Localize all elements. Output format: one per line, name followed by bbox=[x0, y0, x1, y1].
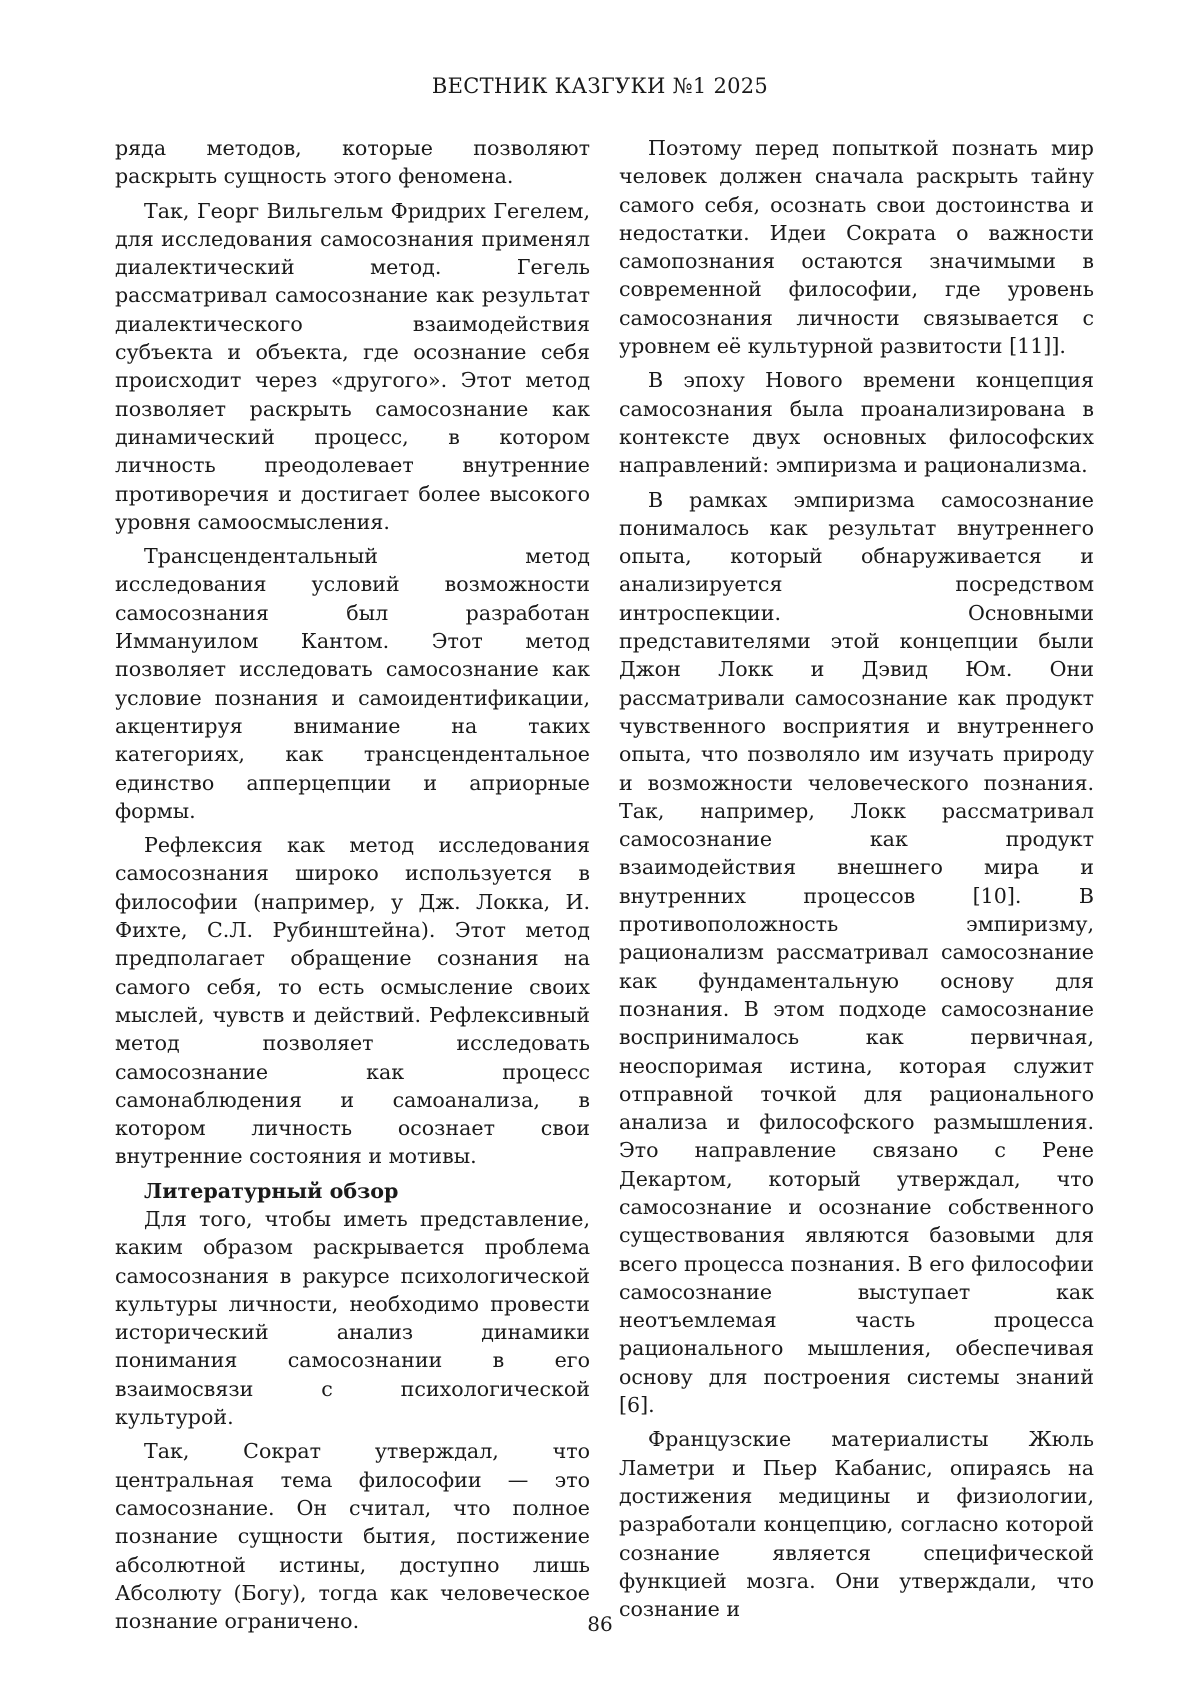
left-column bbox=[115, 134, 590, 1635]
paragraph: Трансцендентальный метод исследования условий возможности самосознания был разработан Иммануилом Кантом. Этот метод позволяет исследовать самосознание как условие познания и самоидентификации, акцентируя внимание на таких категориях, как трансцендентальное единство апперцепции и априорные формы. bbox=[115, 544, 590, 823]
paragraph: Поэтому перед попыткой познать мир человек должен сначала раскрыть тайну самого себя, осознать свои достоинства и недостатки. Идеи Сократа о важности самопознания остаются значимыми в современной философии, где уровень самосознания личности связывается с уровнем её культурной развитости [11]]. bbox=[619, 136, 1094, 359]
section-heading: Литературный обзор bbox=[144, 1178, 399, 1203]
paragraph: Так, Сократ утверждал, что центральная тема философии — это самосознание. Он считал, что полное познание сущности бытия, постижение абсолютной истины, доступно лишь Абсолюту (Богу), тогда как человеческое познание ограничено. bbox=[115, 1439, 590, 1634]
right-column bbox=[619, 134, 1094, 1623]
paragraph: Французские материалисты Жюль Ламетри и Пьер Кабанис, опираясь на достижения медицины и физиологии, разработали концепцию, согласно которой сознание является специфической функцией мозга. Они утверждали, что сознание и bbox=[619, 1427, 1094, 1622]
paragraph: В эпоху Нового времени концепция самосознания была проанализирована в контексте двух основных философских направлений: эмпиризма и рационализма. bbox=[619, 368, 1094, 478]
paragraph: ряда методов, которые позволяют раскрыть сущность этого феномена. bbox=[115, 136, 590, 189]
journal-header: ВЕСТНИК КАЗГУКИ №1 2025 bbox=[431, 74, 769, 98]
paragraph: Рефлексия как метод исследования самосознания широко используется в философии (например, у Дж. Локка, И. Фихте, С.Л. Рубинштейна). Этот метод предполагает обращение сознания на самого себя, то есть осмысление своих мыслей, чувств и действий. Рефлексивный метод позволяет исследовать самосознание как процесс самонаблюдения и самоанализа, в котором личность осознает свои внутренние состояния и мотивы. bbox=[115, 833, 590, 1169]
paragraph: В рамках эмпиризма самосознание понималось как результат внутреннего опыта, который обнаруживается и анализируется посредством интроспекции. Основными представителями этой концепции были Джон Локк и Дэвид Юм. Они рассматривали самосознание как продукт чувственного восприятия и внутреннего опыта, что позволяло им изучать природу и возможности человеческого познания. Так, например, Локк рассматривал самосознание как продукт взаимодействия внешнего мира и внутренних процессов [10]. В противоположность эмпиризму, рационализм рассматривал самосознание как фундаментальную основу для познания. В этом подходе самосознание воспринималось как первичная, неоспоримая истина, которая служит отправной точкой для рационального анализа и философского размышления. Это направление связано с Рене Декартом, который утверждал, что самосознание и осознание собственного существования являются базовыми для всего процесса познания. В его философии самосознание выступает как неотъемлемая часть процесса рационального мышления, обеспечивая основу для построения системы знаний [6]. bbox=[619, 487, 1095, 1418]
page-number: 86 bbox=[587, 1612, 613, 1636]
paragraph: Так, Георг Вильгельм Фридрих Гегелем, для исследования самосознания применял диалектический метод. Гегель рассматривал самосознание как результат диалектического взаимодействия субъекта и объекта, где осознание себя происходит через «другого». Этот метод позволяет раскрыть самосознание как динамический процесс, в котором личность преодолевает внутренние противоречия и достигает более высокого уровня самоосмысления. bbox=[115, 198, 590, 534]
paragraph: Для того, чтобы иметь представление, каким образом раскрывается проблема самосознания в ракурсе психологической культуры личности, необходимо провести исторический анализ динамики понимания самосознании в его взаимосвязи с психологической культурой. bbox=[115, 1206, 590, 1430]
